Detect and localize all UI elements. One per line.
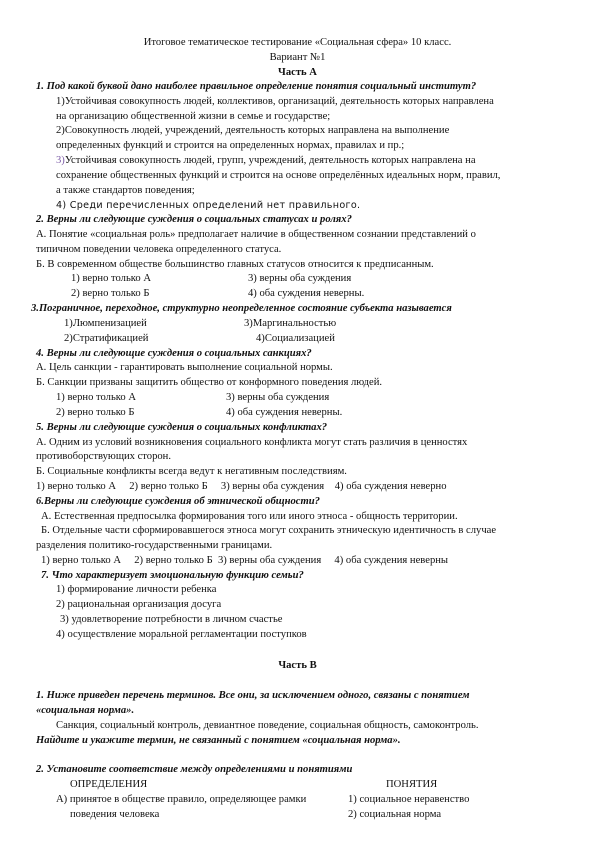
q2-option-3: 3) верны оба суждения xyxy=(248,273,352,284)
q3-text: 3.Пограничное, переходное, структурно неопределенное состояние субъекта называется xyxy=(31,303,452,314)
q2-option-2: 2) верно только Б xyxy=(71,288,150,299)
q1-option-2-cont: определенных функций и строится на определенных нормах, правилах и пр.; xyxy=(56,140,405,151)
q2-statement-b: Б. В современном обществе большинство главных статусов относится к предписанным. xyxy=(36,259,434,270)
q1-option-3-cont: сохранение общественных функций и строится на основе определённых идеальных норм, правил, xyxy=(56,170,501,181)
q5-statement-a-cont: противоборствующих сторон. xyxy=(36,451,171,462)
q5-statement-b: Б. Социальные конфликты всегда ведут к негативным последствиям. xyxy=(36,466,347,477)
q3-option-1: 1)Люмпенизацией xyxy=(64,318,147,329)
b1-text: 1. Ниже приведен перечень терминов. Все они, за исключением одного, связаны с понятием xyxy=(36,690,470,701)
q1-option-1: 1)Устойчивая совокупность людей, коллективов, организаций, деятельность которых направлена xyxy=(56,96,494,107)
b2-col-definitions: ОПРЕДЕЛЕНИЯ xyxy=(70,779,148,790)
q7-option-4: 4) осуществление моральной регламентации поступков xyxy=(56,629,307,640)
q7-option-3: 3) удовлетворение потребности в личном счастье xyxy=(60,614,283,625)
b2-definition-a-cont: поведения человека xyxy=(70,809,160,820)
q4-option-4: 4) оба суждения неверны. xyxy=(226,407,343,418)
part-a-heading: Часть А xyxy=(278,67,317,78)
b1-task: Найдите и укажите термин, не связанный с понятием «социальная норма». xyxy=(36,735,401,746)
q1-option-4: 4) Среди перечисленных определений нет правильного. xyxy=(56,200,361,211)
b1-text-cont: «социальная норма». xyxy=(36,705,135,716)
q4-option-2: 2) верно только Б xyxy=(56,407,135,418)
q1-option-3-text: Устойчивая совокупность людей, групп, учреждений, деятельность которых направлена на xyxy=(64,155,476,166)
q4-text: 4. Верны ли следующие суждения о социальных санкциях? xyxy=(36,348,312,359)
b2-col-concepts: ПОНЯТИЯ xyxy=(386,779,438,790)
q6-statement-b-cont: разделения политико-государственными границами. xyxy=(36,540,273,551)
q3-option-3: 3)Маргинальностью xyxy=(244,318,337,329)
q2-option-4: 4) оба суждения неверны. xyxy=(248,288,365,299)
q7-option-2: 2) рациональная организация досуга xyxy=(56,599,222,610)
q5-options: 1) верно только А 2) верно только Б 3) верны оба суждения 4) оба суждения неверно xyxy=(36,481,447,492)
q4-option-1: 1) верно только А xyxy=(56,392,136,403)
q6-statement-b: Б. Отдельные части сформировавшегося этноса могут сохранить этническую идентичность в случае xyxy=(41,525,497,536)
b1-terms: Санкция, социальный контроль, девиантное поведение, социальная общность, самоконтроль. xyxy=(56,720,479,731)
q1-text: 1. Под какой буквой дано наиболее правильное определение понятия социальный институт? xyxy=(36,81,477,92)
b2-concept-2: 2) социальная норма xyxy=(348,809,442,820)
q6-statement-a: А. Естественная предпосылка формирования того или иного этноса - общность территории. xyxy=(41,511,458,522)
q1-option-3 xyxy=(56,154,476,169)
q2-text: 2. Верны ли следующие суждения о социальных статусах и ролях? xyxy=(36,214,352,225)
q2-statement-a: А. Понятие «социальная роль» предполагает наличие в общественном сознании представлений о xyxy=(36,229,476,240)
q3-option-2: 2)Стратификацией xyxy=(64,333,149,344)
q1-option-3-number: 3) xyxy=(56,155,65,166)
q2-statement-a-cont: типичном поведении человека определенного статуса. xyxy=(36,244,282,255)
part-b-heading: Часть В xyxy=(278,660,317,671)
b2-text: 2. Установите соответствие между определениями и понятиями xyxy=(36,764,353,775)
q7-text: 7. Что характеризует эмоциональную функцию семьи? xyxy=(41,570,304,581)
q1-option-1-cont: на организацию общественной жизни в семье и государстве; xyxy=(56,111,331,122)
variant-label: Вариант №1 xyxy=(269,52,326,63)
test-title: Итоговое тематическое тестирование «Социальная сфера» 10 класс. xyxy=(143,37,452,48)
q3-option-4: 4)Социализацией xyxy=(256,333,335,344)
q1-option-3-cont2: а также стандартов поведения; xyxy=(56,185,195,196)
b2-concept-1: 1) социальное неравенство xyxy=(348,794,470,805)
q4-statement-a: А. Цель санкции - гарантировать выполнение социальной нормы. xyxy=(36,362,333,373)
q2-option-1: 1) верно только А xyxy=(71,273,151,284)
q1-option-2: 2)Совокупность людей, учреждений, деятельность которых направлена на выполнение xyxy=(56,125,450,136)
q4-statement-b: Б. Санкции призваны защитить общество от конформного поведения людей. xyxy=(36,377,383,388)
q5-statement-a: А. Одним из условий возникновения социального конфликта могут стать различия в ценностях xyxy=(36,437,468,448)
q7-option-1: 1) формирование личности ребенка xyxy=(56,584,217,595)
q5-text: 5. Верны ли следующие суждения о социальных конфликтах? xyxy=(36,422,328,433)
q6-options: 1) верно только А 2) верно только Б 3) верны оба суждения 4) оба суждения неверны xyxy=(41,555,449,566)
b2-definition-a: А) принятое в обществе правило, определяющее рамки xyxy=(56,794,307,805)
q6-text: 6.Верны ли следующие суждения об этнической общности? xyxy=(36,496,320,507)
q4-option-3: 3) верны оба суждения xyxy=(226,392,330,403)
